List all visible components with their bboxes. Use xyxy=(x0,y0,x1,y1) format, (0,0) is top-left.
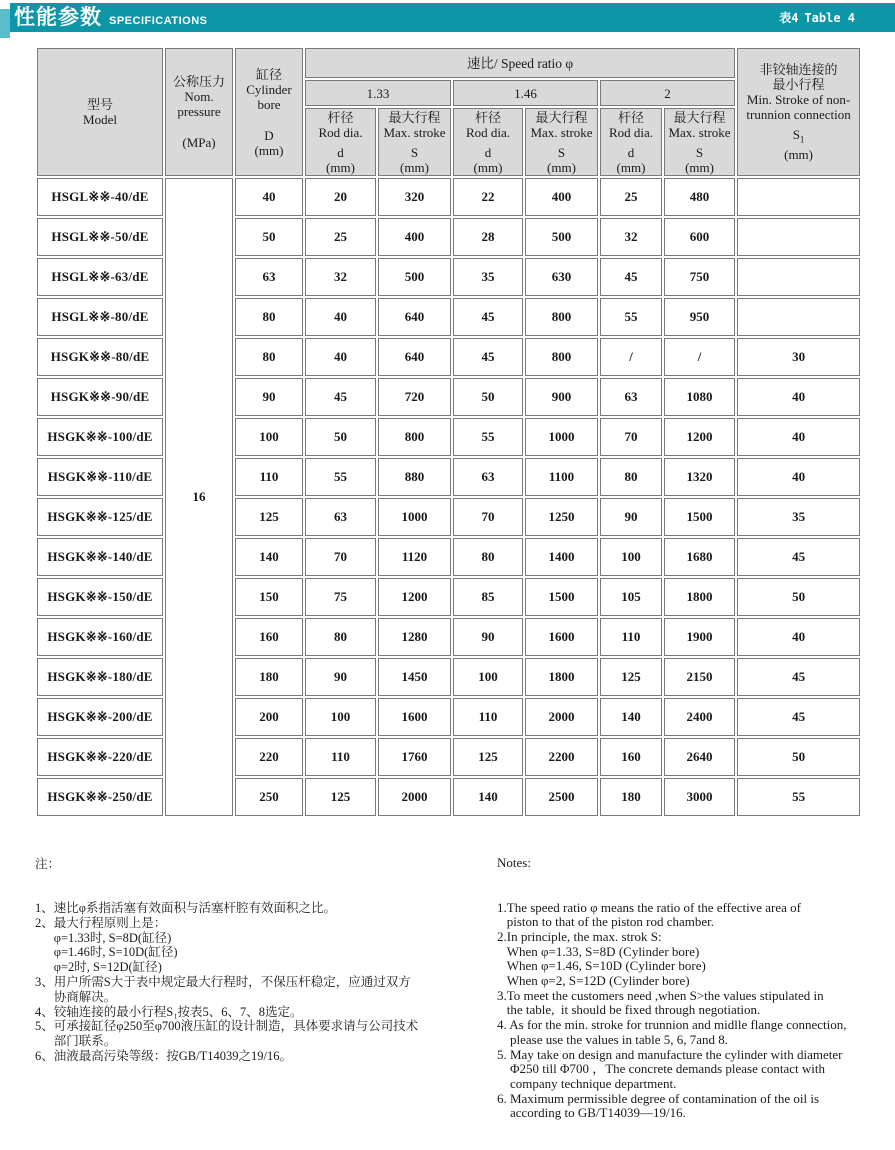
d146-cell: 90 xyxy=(453,618,523,656)
s146-cell: 1800 xyxy=(525,658,598,696)
s1-header-zh2: 最小行程 xyxy=(772,76,825,92)
rod-sym: d xyxy=(337,144,344,160)
page-title: 性能参数 xyxy=(14,6,102,29)
bore-cell: 180 xyxy=(235,658,303,696)
d2-cell: 105 xyxy=(600,578,662,616)
notes-zh-title: 注： xyxy=(35,856,61,871)
s133-cell: 400 xyxy=(378,218,451,256)
rod-zh: 杆径 xyxy=(474,109,501,125)
note-line: 1、速比φ系指活塞有效面积与活塞杆腔有效面积之比。 xyxy=(35,900,336,915)
rod-en: Rod dia. xyxy=(465,124,511,140)
table-reference xyxy=(773,9,855,26)
note-line: 协商解决。 xyxy=(35,989,117,1004)
s1-subscript: 1 xyxy=(799,134,805,145)
s133-cell: 2000 xyxy=(378,778,451,816)
spacer xyxy=(166,119,232,135)
stroke-header-133 xyxy=(378,108,451,176)
s146-cell: 900 xyxy=(525,378,598,416)
s146-cell: 2000 xyxy=(525,698,598,736)
rod-zh: 杆径 xyxy=(617,109,644,125)
model-cell: HSGK※※-140/dE xyxy=(37,538,163,576)
stroke-header-146 xyxy=(525,108,598,176)
note-line: φ=1.33时, S=8D(缸径) xyxy=(35,930,172,945)
s146-cell: 1500 xyxy=(525,578,598,616)
s133-cell: 1280 xyxy=(378,618,451,656)
table-row xyxy=(37,218,860,256)
ratio-header-1-46: 1.46 xyxy=(453,80,598,106)
d133-cell: 50 xyxy=(305,418,376,456)
s2-cell: 3000 xyxy=(664,778,735,816)
note-line: When φ=1.46, S=10D (Cylinder bore) xyxy=(497,958,706,974)
s133-cell: 500 xyxy=(378,258,451,296)
s2-cell: 1500 xyxy=(664,498,735,536)
s1-header-unit: (mm) xyxy=(784,147,813,163)
note-line: 3.To meet the customers need ,when S>the values stipulated in xyxy=(497,987,824,1003)
rod-sym: d xyxy=(627,144,635,160)
d146-cell: 100 xyxy=(453,658,523,696)
bore-cell: 50 xyxy=(235,218,303,256)
s2-cell: / xyxy=(664,338,735,376)
note-line: 5、可承接缸径φ250至φ700液压缸的设计制造，具体要求请与公司技术 xyxy=(35,1019,419,1034)
s2-cell: 1080 xyxy=(664,378,735,416)
model-cell: HSGK※※-220/dE xyxy=(37,738,163,776)
bore-cell: 80 xyxy=(235,338,303,376)
d2-cell: 55 xyxy=(600,298,662,336)
rod-unit: (mm) xyxy=(473,159,503,175)
d146-cell: 55 xyxy=(453,418,523,456)
stroke-sym: S xyxy=(410,144,419,160)
pressure-header-unit: (MPa) xyxy=(182,135,216,150)
pressure-header-zh: 公称压力 xyxy=(172,74,225,89)
note-line: please use the values in table 5, 6, 7and 8. xyxy=(497,1031,729,1047)
model-cell: HSGK※※-80/dE xyxy=(37,338,163,376)
s133-cell: 1000 xyxy=(378,498,451,536)
model-cell: HSGL※※-50/dE xyxy=(37,218,163,256)
stroke-unit: (mm) xyxy=(685,159,714,175)
d2-cell: 110 xyxy=(600,618,662,656)
d146-cell: 63 xyxy=(453,458,523,496)
table-row xyxy=(37,298,860,336)
stroke-en: Max. stroke xyxy=(383,124,446,140)
d133-cell: 63 xyxy=(305,498,376,536)
s133-cell: 1600 xyxy=(378,698,451,736)
d2-cell: 160 xyxy=(600,738,662,776)
rod-en: Rod dia. xyxy=(318,124,363,140)
stroke-zh: 最大行程 xyxy=(535,109,588,125)
table-row xyxy=(37,418,860,456)
note-line: 5. May take on design and manufacture the cylinder with diameter xyxy=(497,1046,843,1062)
table-row xyxy=(37,698,860,736)
d2-cell: 45 xyxy=(600,258,662,296)
model-cell: HSGK※※-200/dE xyxy=(37,698,163,736)
table-ref-zh: 表4 xyxy=(779,11,799,25)
table-row xyxy=(37,178,860,216)
note-line: 4. As for the min. stroke for trunnion and midlle flange connection, xyxy=(497,1017,847,1033)
s133-cell: 640 xyxy=(378,338,451,376)
model-cell: HSGL※※-40/dE xyxy=(37,178,163,216)
stroke-header-2 xyxy=(664,108,735,176)
s133-cell: 1200 xyxy=(378,578,451,616)
model-cell: HSGL※※-63/dE xyxy=(37,258,163,296)
notes-en-title: Notes: xyxy=(497,855,531,871)
s146-cell: 2200 xyxy=(525,738,598,776)
d146-cell: 140 xyxy=(453,778,523,816)
stroke-en: Max. stroke xyxy=(530,124,593,140)
s1-cell: 50 xyxy=(737,578,860,616)
d2-cell: 125 xyxy=(600,658,662,696)
d133-cell: 32 xyxy=(305,258,376,296)
rod-unit: (mm) xyxy=(326,159,355,175)
s146-cell: 400 xyxy=(525,178,598,216)
s2-cell: 1900 xyxy=(664,618,735,656)
d133-cell: 80 xyxy=(305,618,376,656)
s1-cell xyxy=(737,218,860,256)
d146-cell: 85 xyxy=(453,578,523,616)
s1-cell: 40 xyxy=(737,618,860,656)
s1-cell: 45 xyxy=(737,658,860,696)
rod-unit: (mm) xyxy=(616,159,646,175)
bore-cell: 100 xyxy=(235,418,303,456)
s1-cell xyxy=(737,298,860,336)
model-cell: HSGK※※-110/dE xyxy=(37,458,163,496)
stroke-unit: (mm) xyxy=(400,159,429,175)
bore-cell: 150 xyxy=(235,578,303,616)
s146-cell: 800 xyxy=(525,298,598,336)
notes-zh-lines xyxy=(35,901,497,1064)
model-cell: HSGK※※-100/dE xyxy=(37,418,163,456)
s1-cell xyxy=(737,258,860,296)
s1-header-sym xyxy=(738,127,859,148)
table-row xyxy=(37,338,860,376)
d2-cell: 90 xyxy=(600,498,662,536)
bore-cell: 200 xyxy=(235,698,303,736)
s1-cell: 55 xyxy=(737,778,860,816)
d2-cell: 100 xyxy=(600,538,662,576)
table-row xyxy=(37,378,860,416)
notes-en-lines xyxy=(497,901,875,1122)
d2-cell: 80 xyxy=(600,458,662,496)
note-line: 3、用户所需S大于表中规定最大行程时，不保压杆稳定，应通过双方 xyxy=(35,974,411,989)
s2-cell: 1320 xyxy=(664,458,735,496)
stroke-sym: S xyxy=(695,144,704,160)
s2-cell: 1200 xyxy=(664,418,735,456)
model-cell: HSGK※※-250/dE xyxy=(37,778,163,816)
rod-zh: 杆径 xyxy=(327,109,354,125)
s146-cell: 630 xyxy=(525,258,598,296)
s2-cell: 1680 xyxy=(664,538,735,576)
rod-en: Rod dia. xyxy=(608,124,654,140)
note-line: φ=1.46时, S=10D(缸径) xyxy=(35,945,178,960)
page xyxy=(0,3,895,1150)
d146-cell: 45 xyxy=(453,338,523,376)
model-header-en: Model xyxy=(83,112,117,127)
s133-cell: 320 xyxy=(378,178,451,216)
note-line: 4、铰轴连接的最小行程S₁按表5、6、7、8选定。 xyxy=(35,1004,303,1019)
s2-cell: 480 xyxy=(664,178,735,216)
d2-cell: 140 xyxy=(600,698,662,736)
s146-cell: 1000 xyxy=(525,418,598,456)
spec-table-body xyxy=(37,178,860,816)
d146-cell: 22 xyxy=(453,178,523,216)
note-line: the table, it should be fixed through negotiation. xyxy=(497,1002,761,1018)
page-subtitle: SPECIFICATIONS xyxy=(109,15,208,27)
d146-cell: 50 xyxy=(453,378,523,416)
stroke-zh: 最大行程 xyxy=(388,109,441,125)
ratio-header-2: 2 xyxy=(600,80,735,106)
table-row xyxy=(37,578,860,616)
d133-cell: 75 xyxy=(305,578,376,616)
s133-cell: 1760 xyxy=(378,738,451,776)
stroke-zh: 最大行程 xyxy=(673,109,726,125)
d146-cell: 125 xyxy=(453,738,523,776)
note-line: φ=2时, S=12D(缸径) xyxy=(35,960,162,975)
bore-header-en2: bore xyxy=(257,96,281,112)
s133-cell: 1120 xyxy=(378,538,451,576)
d133-cell: 100 xyxy=(305,698,376,736)
table-row xyxy=(37,738,860,776)
s1-header-en2: trunnion connection xyxy=(746,106,851,122)
s1-cell: 45 xyxy=(737,698,860,736)
d146-cell: 28 xyxy=(453,218,523,256)
d133-cell: 20 xyxy=(305,178,376,216)
d146-cell: 70 xyxy=(453,498,523,536)
s133-cell: 800 xyxy=(378,418,451,456)
note-line: 部门联系。 xyxy=(35,1034,117,1049)
header-row-1 xyxy=(37,48,860,78)
col-header-model xyxy=(37,48,163,176)
header-bar xyxy=(10,3,895,32)
s1-cell: 35 xyxy=(737,498,860,536)
s133-cell: 1450 xyxy=(378,658,451,696)
bore-cell: 90 xyxy=(235,378,303,416)
col-header-s1 xyxy=(737,48,860,176)
s1-cell: 40 xyxy=(737,418,860,456)
s1-cell xyxy=(737,178,860,216)
s2-cell: 1800 xyxy=(664,578,735,616)
d2-cell: / xyxy=(600,338,662,376)
header-accent-block xyxy=(0,9,10,38)
bore-cell: 40 xyxy=(235,178,303,216)
d2-cell: 63 xyxy=(600,378,662,416)
table-row xyxy=(37,778,860,816)
d146-cell: 80 xyxy=(453,538,523,576)
s2-cell: 2640 xyxy=(664,738,735,776)
s1-cell: 50 xyxy=(737,738,860,776)
notes-chinese xyxy=(35,827,497,1150)
stroke-unit: (mm) xyxy=(547,159,576,175)
rod-sym: d xyxy=(484,144,492,160)
bore-cell: 160 xyxy=(235,618,303,656)
s2-cell: 2400 xyxy=(664,698,735,736)
note-line: When φ=2, S=12D (Cylinder bore) xyxy=(497,973,690,989)
s133-cell: 640 xyxy=(378,298,451,336)
d146-cell: 35 xyxy=(453,258,523,296)
stroke-sym: S xyxy=(557,144,566,160)
table-ref-en: Table 4 xyxy=(804,11,855,25)
s1-header-en1: Min. Stroke of non- xyxy=(746,91,851,107)
note-line: 6. Maximum permissible degree of contamination of the oil is xyxy=(497,1090,820,1106)
bore-cell: 125 xyxy=(235,498,303,536)
s2-cell: 2150 xyxy=(664,658,735,696)
table-row xyxy=(37,658,860,696)
d2-cell: 70 xyxy=(600,418,662,456)
model-cell: HSGL※※-80/dE xyxy=(37,298,163,336)
s1-header-zh1: 非铰轴连接的 xyxy=(759,61,838,77)
bore-header-sym: D xyxy=(264,127,274,143)
s2-cell: 600 xyxy=(664,218,735,256)
rod-header-2 xyxy=(600,108,662,176)
rod-header-146 xyxy=(453,108,523,176)
s146-cell: 1100 xyxy=(525,458,598,496)
d133-cell: 40 xyxy=(305,298,376,336)
note-line: company technique department. xyxy=(497,1075,677,1091)
s146-cell: 500 xyxy=(525,218,598,256)
spec-table xyxy=(35,46,862,818)
s1-cell: 40 xyxy=(737,378,860,416)
note-line: according to GB/T14039—19/16. xyxy=(497,1105,686,1121)
note-line: Φ250 till Φ700 ，The concrete demands please contact with xyxy=(497,1061,826,1077)
s146-cell: 800 xyxy=(525,338,598,376)
s1-symbol: S xyxy=(792,126,800,142)
section-header xyxy=(0,3,895,39)
d133-cell: 45 xyxy=(305,378,376,416)
stroke-en: Max. stroke xyxy=(668,124,731,140)
d133-cell: 90 xyxy=(305,658,376,696)
d2-cell: 25 xyxy=(600,178,662,216)
model-header-zh: 型号 xyxy=(86,97,113,112)
d2-cell: 32 xyxy=(600,218,662,256)
bore-header-unit: (mm) xyxy=(254,142,284,158)
pressure-header-en2: pressure xyxy=(177,104,221,119)
col-header-pressure xyxy=(165,48,233,176)
d133-cell: 40 xyxy=(305,338,376,376)
d133-cell: 55 xyxy=(305,458,376,496)
notes-section xyxy=(35,827,875,1150)
bore-cell: 140 xyxy=(235,538,303,576)
notes-english xyxy=(497,827,875,1150)
note-line: 1.The speed ratio φ means the ratio of the effective area of xyxy=(497,899,801,915)
d146-cell: 45 xyxy=(453,298,523,336)
ratio-header-1-33: 1.33 xyxy=(305,80,451,106)
col-header-bore xyxy=(235,48,303,176)
model-cell: HSGK※※-160/dE xyxy=(37,618,163,656)
s146-cell: 1600 xyxy=(525,618,598,656)
model-cell: HSGK※※-90/dE xyxy=(37,378,163,416)
table-row xyxy=(37,458,860,496)
note-line: 2.In principle, the max. strok S: xyxy=(497,928,662,944)
table-row xyxy=(37,618,860,656)
bore-cell: 220 xyxy=(235,738,303,776)
pressure-value-cell: 16 xyxy=(165,178,233,816)
bore-cell: 80 xyxy=(235,298,303,336)
s1-cell: 40 xyxy=(737,458,860,496)
model-cell: HSGK※※-150/dE xyxy=(37,578,163,616)
col-header-speed-ratio: 速比/ Speed ratio φ xyxy=(305,48,735,78)
bore-header-en1: Cylinder xyxy=(246,81,292,97)
d133-cell: 110 xyxy=(305,738,376,776)
s146-cell: 1250 xyxy=(525,498,598,536)
bore-cell: 110 xyxy=(235,458,303,496)
rod-header-133 xyxy=(305,108,376,176)
model-cell: HSGK※※-180/dE xyxy=(37,658,163,696)
d133-cell: 25 xyxy=(305,218,376,256)
d133-cell: 70 xyxy=(305,538,376,576)
s146-cell: 2500 xyxy=(525,778,598,816)
s2-cell: 750 xyxy=(664,258,735,296)
bore-cell: 63 xyxy=(235,258,303,296)
s146-cell: 1400 xyxy=(525,538,598,576)
s133-cell: 880 xyxy=(378,458,451,496)
s2-cell: 950 xyxy=(664,298,735,336)
bore-header-zh: 缸径 xyxy=(255,66,282,82)
note-line: piston to that of the piston rod chamber. xyxy=(497,914,714,930)
model-cell: HSGK※※-125/dE xyxy=(37,498,163,536)
note-line: When φ=1.33, S=8D (Cylinder bore) xyxy=(497,943,700,959)
note-line: 2、最大行程原则上是： xyxy=(35,915,167,930)
s1-cell: 30 xyxy=(737,338,860,376)
d146-cell: 110 xyxy=(453,698,523,736)
table-row xyxy=(37,498,860,536)
s1-cell: 45 xyxy=(737,538,860,576)
table-row xyxy=(37,538,860,576)
s133-cell: 720 xyxy=(378,378,451,416)
table-row xyxy=(37,258,860,296)
bore-cell: 250 xyxy=(235,778,303,816)
d133-cell: 125 xyxy=(305,778,376,816)
pressure-header-en1: Nom. xyxy=(184,89,214,104)
d2-cell: 180 xyxy=(600,778,662,816)
spacer xyxy=(236,112,302,128)
note-line: 6、油液最高污染等级：按GB/T14039之19/16。 xyxy=(35,1048,292,1063)
